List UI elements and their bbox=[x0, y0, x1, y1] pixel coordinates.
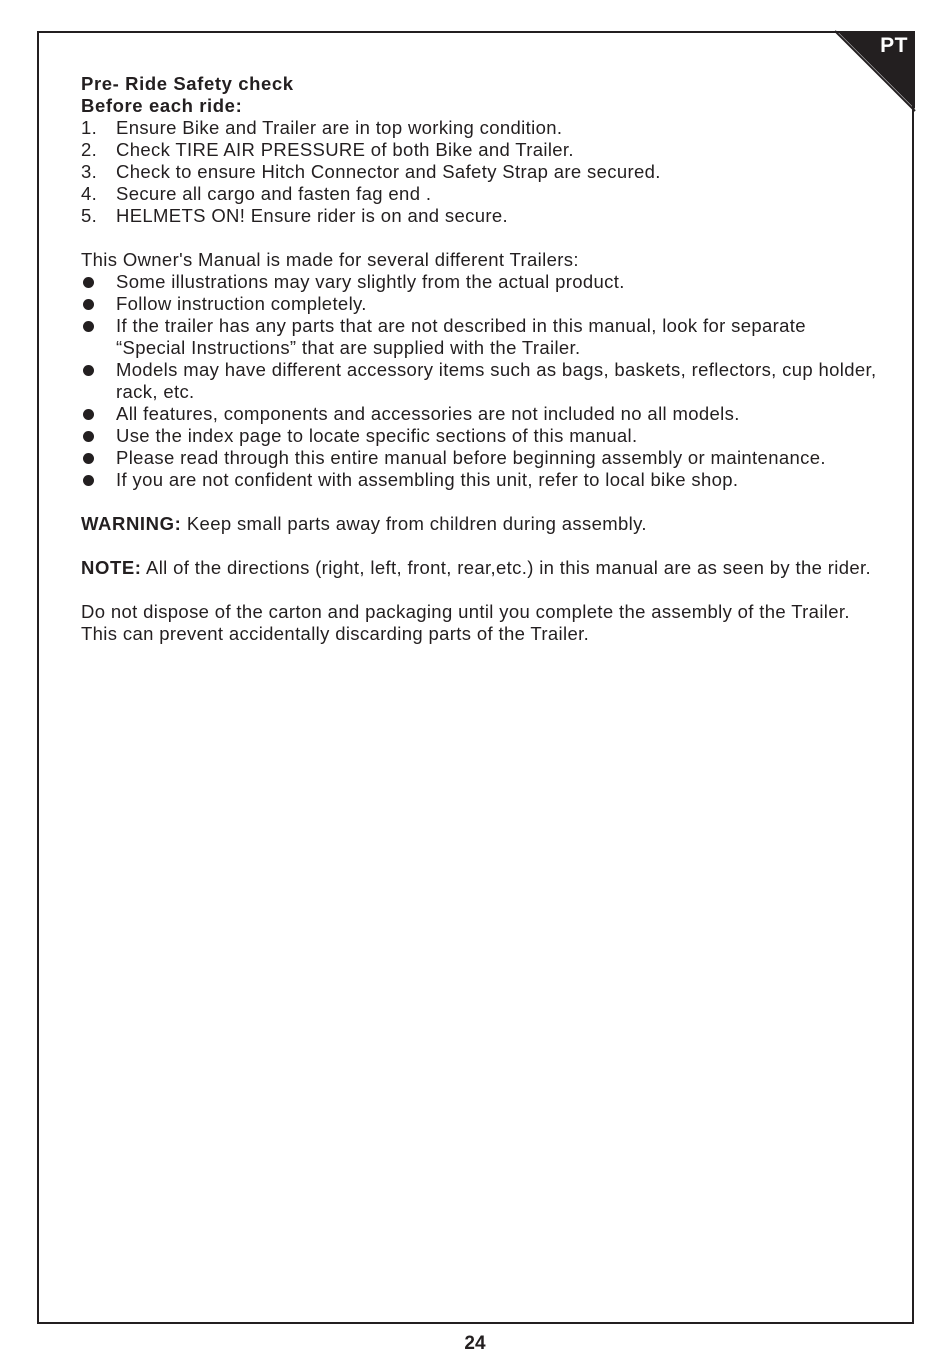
bullet-text: If you are not confident with assembling this unit, refer to local bike shop. bbox=[116, 469, 739, 490]
step-number: 3. bbox=[81, 161, 98, 182]
language-tag: PT bbox=[880, 34, 908, 57]
section-title: Pre- Ride Safety check bbox=[81, 73, 294, 94]
bullet-dot-icon bbox=[83, 299, 94, 310]
step-number: 2. bbox=[81, 139, 98, 160]
warning-text: Keep small parts away from children during assembly. bbox=[181, 513, 647, 534]
step-text: Check to ensure Hitch Connector and Safety Strap are secured. bbox=[116, 161, 661, 182]
bullet-item bbox=[81, 447, 881, 469]
bullet-item bbox=[81, 293, 881, 315]
step-item bbox=[81, 139, 881, 161]
manual-intro: This Owner's Manual is made for several different Trailers: bbox=[81, 249, 579, 270]
bullet-item bbox=[81, 315, 881, 359]
spacer bbox=[81, 579, 881, 601]
packaging-notice: Do not dispose of the carton and packaging until you complete the assembly of the Trailer. This can prevent accidentally discarding parts of the Trailer. bbox=[81, 601, 850, 644]
step-number: 5. bbox=[81, 205, 98, 226]
step-number: 1. bbox=[81, 117, 98, 138]
bullet-dot-icon bbox=[83, 431, 94, 442]
step-text: HELMETS ON! Ensure rider is on and secure. bbox=[116, 205, 509, 226]
step-text: Ensure Bike and Trailer are in top working condition. bbox=[116, 117, 563, 138]
bullet-item bbox=[81, 403, 881, 425]
spacer bbox=[81, 491, 881, 513]
spacer bbox=[81, 227, 881, 249]
step-item bbox=[81, 117, 881, 139]
bullet-item bbox=[81, 425, 881, 447]
bullet-dot-icon bbox=[83, 409, 94, 420]
bullet-dot-icon bbox=[83, 365, 94, 376]
bullet-item bbox=[81, 271, 881, 293]
warning-paragraph bbox=[81, 513, 881, 535]
note-text: All of the directions (right, left, front, rear,etc.) in this manual are as seen by the rider. bbox=[141, 557, 871, 578]
bullet-text: Use the index page to locate specific sections of this manual. bbox=[116, 425, 638, 446]
bullet-dot-icon bbox=[83, 321, 94, 332]
bullet-text: Please read through this entire manual before beginning assembly or maintenance. bbox=[116, 447, 826, 468]
bullet-item bbox=[81, 469, 881, 491]
step-item bbox=[81, 205, 881, 227]
warning-label: WARNING: bbox=[81, 513, 182, 534]
bullet-text: All features, components and accessories are not included no all models. bbox=[116, 403, 740, 424]
bullet-dot-icon bbox=[83, 453, 94, 464]
bullet-text: Follow instruction completely. bbox=[116, 293, 367, 314]
step-number: 4. bbox=[81, 183, 98, 204]
spacer bbox=[81, 535, 881, 557]
page-number: 24 bbox=[464, 1333, 486, 1354]
section-subtitle: Before each ride: bbox=[81, 95, 243, 116]
step-text: Check TIRE AIR PRESSURE of both Bike and Trailer. bbox=[116, 139, 574, 160]
bullet-text: Some illustrations may vary slightly from the actual product. bbox=[116, 271, 625, 292]
step-text: Secure all cargo and fasten fag end . bbox=[116, 183, 432, 204]
bullet-text: If the trailer has any parts that are not described in this manual, look for separate “Special Instructions” that are supplied with the Trailer. bbox=[116, 315, 806, 358]
note-label: NOTE: bbox=[81, 557, 142, 578]
step-item bbox=[81, 161, 881, 183]
bullet-text: Models may have different accessory items such as bags, baskets, reflectors, cup holder, rack, etc. bbox=[116, 359, 877, 402]
note-paragraph bbox=[81, 557, 881, 579]
bullet-dot-icon bbox=[83, 277, 94, 288]
bullet-item bbox=[81, 359, 881, 403]
step-item bbox=[81, 183, 881, 205]
bullet-dot-icon bbox=[83, 475, 94, 486]
page-content bbox=[81, 73, 881, 645]
